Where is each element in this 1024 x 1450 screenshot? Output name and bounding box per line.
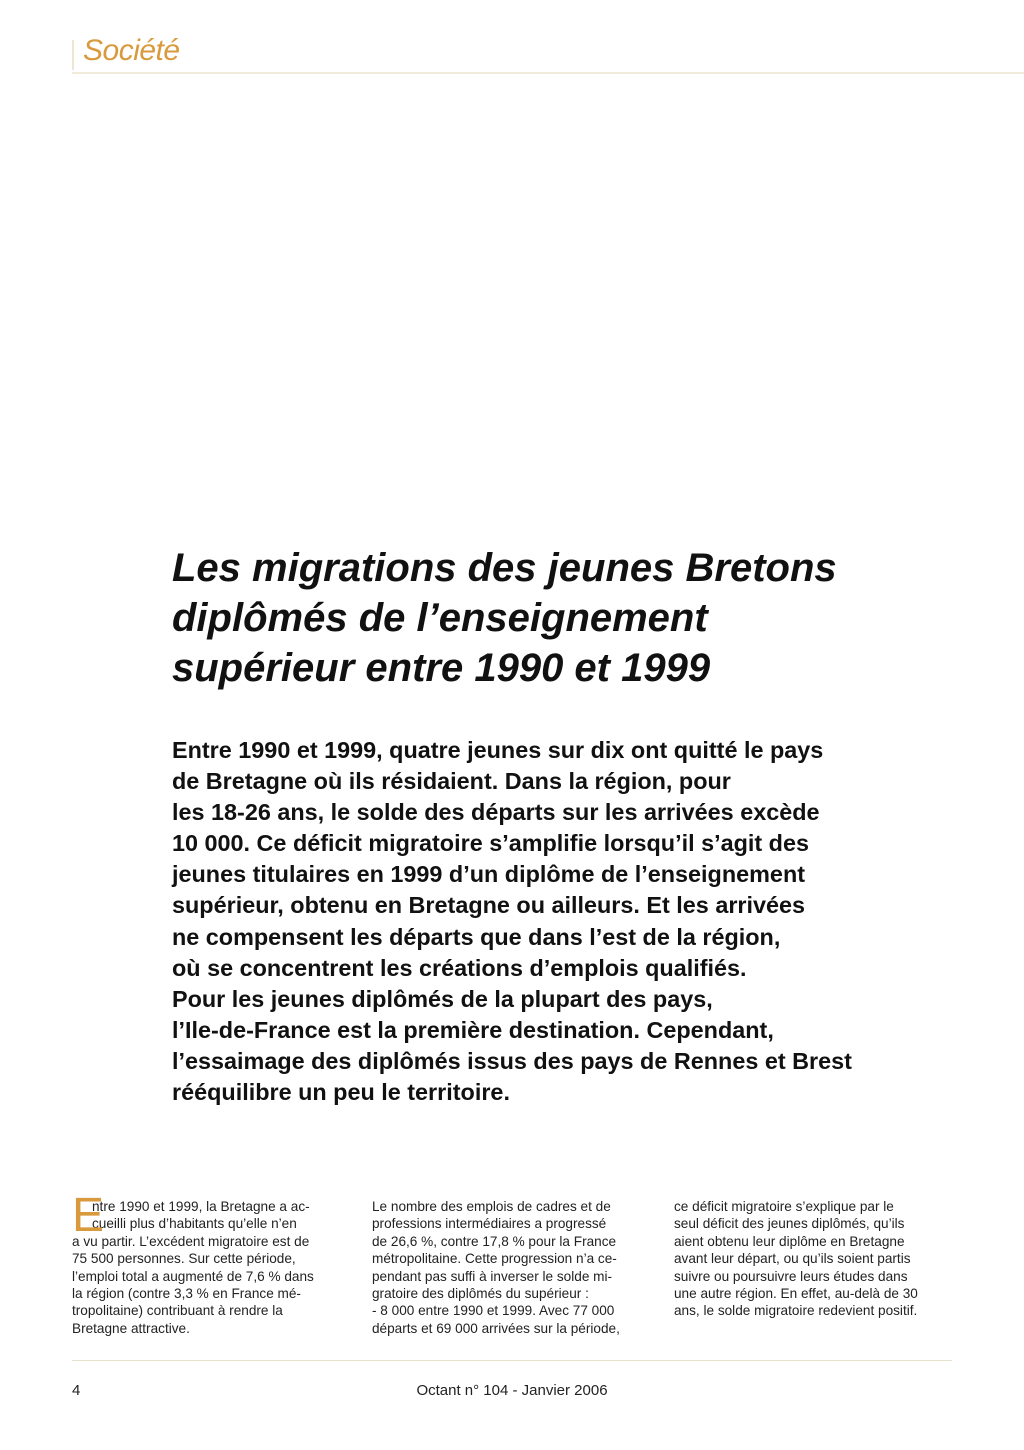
lead-line: ne compensent les départs que dans l’est de la région,	[172, 923, 781, 950]
header-accent-bar	[72, 40, 74, 70]
body-line: suivre ou poursuivre leurs études dans	[674, 1268, 908, 1284]
title-line: supérieur entre 1990 et 1999	[172, 646, 711, 690]
body-line: l’emploi total a augmenté de 7,6 % dans	[72, 1268, 314, 1284]
body-line: aient obtenu leur diplôme en Bretagne	[674, 1233, 905, 1249]
body-line: ce déficit migratoire s’explique par le	[674, 1199, 894, 1214]
publication-footer: Octant n° 104 - Janvier 2006	[416, 1382, 608, 1399]
lead-line: Entre 1990 et 1999, quatre jeunes sur dix ont quitté le pays	[172, 737, 824, 763]
body-line: Bretagne attractive.	[72, 1320, 190, 1336]
lead-line: où se concentrent les créations d’emplois qualifiés.	[172, 954, 747, 981]
body-line: la région (contre 3,3 % en France mé-	[72, 1286, 301, 1302]
lead-line: l’essaimage des diplômés issus des pays de Rennes et Brest	[172, 1047, 852, 1074]
lead-line: supérieur, obtenu en Bretagne ou ailleurs. Et les arrivées	[172, 892, 806, 919]
header-rule	[72, 72, 1024, 74]
body-line: professions intermédiaires a progressé	[372, 1216, 607, 1232]
body-line: ans, le solde migratoire redevient positif.	[674, 1303, 918, 1319]
body-line: tropolitaine) contribuant à rendre la	[72, 1303, 283, 1319]
title-line: Les migrations des jeunes Bretons	[172, 546, 837, 590]
body-line: une autre région. En effet, au-delà de 30	[674, 1286, 918, 1302]
body-line: métropolitaine. Cette progression n’a ce-	[372, 1251, 617, 1267]
body-line: avant leur départ, ou qu’ils soient partis	[674, 1251, 911, 1267]
body-line: pendant pas suffi à inverser le solde mi-	[372, 1268, 613, 1284]
lead-line: 10 000. Ce déficit migratoire s’amplifie lorsqu’il s’agit des	[172, 830, 809, 857]
body-column-1	[72, 1189, 352, 1337]
page-number: 4	[72, 1382, 81, 1399]
lead-line: de Bretagne où ils résidaient. Dans la région, pour	[172, 768, 731, 795]
lead-line: jeunes titulaires en 1999 d’un diplôme de l’enseignement	[172, 861, 806, 888]
footer-rule	[72, 1360, 952, 1361]
lead-line: les 18-26 ans, le solde des départs sur les arrivées excède	[172, 799, 820, 826]
body-line: gratoire des diplômés du supérieur :	[372, 1286, 589, 1302]
body-line: départs et 69 000 arrivées sur la période,	[372, 1320, 620, 1336]
body-line: cueilli plus d’habitants qu’elle n’en	[92, 1216, 297, 1232]
lead-line: l’Ile-de-France est la première destination. Cependant,	[172, 1016, 774, 1043]
body-line: Le nombre des emplois de cadres et de	[372, 1199, 611, 1214]
lead-paragraph	[172, 735, 912, 1108]
body-line: a vu partir. L’excédent migratoire est de	[72, 1233, 310, 1249]
lead-line: Pour les jeunes diplômés de la plupart des pays,	[172, 985, 713, 1012]
body-line: - 8 000 entre 1990 et 1999. Avec 77 000	[372, 1303, 615, 1319]
drop-cap: E	[72, 1189, 105, 1242]
lead-line: rééquilibre un peu le territoire.	[172, 1079, 510, 1106]
body-column-3	[674, 1198, 954, 1320]
body-line: 75 500 personnes. Sur cette période,	[72, 1251, 296, 1267]
body-line: de 26,6 %, contre 17,8 % pour la France	[372, 1233, 617, 1249]
body-column-2	[372, 1198, 652, 1337]
section-label: Société	[83, 34, 180, 67]
body-line: seul déficit des jeunes diplômés, qu’ils	[674, 1216, 905, 1232]
article-title	[172, 543, 932, 693]
title-line: diplômés de l’enseignement	[172, 596, 708, 640]
body-line: ntre 1990 et 1999, la Bretagne a ac-	[92, 1199, 310, 1214]
